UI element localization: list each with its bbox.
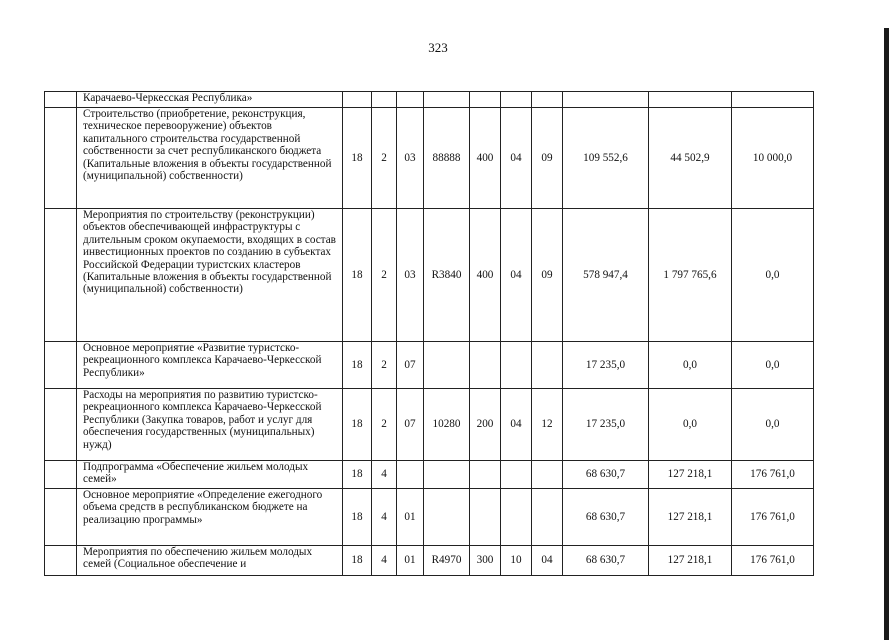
cell-subsection: 09 [532,209,563,342]
cell-expense-type [470,461,501,489]
cell-item-name: Расходы на мероприятия по развитию туристско-рекреационного комплекса Карачаево-Черкесской Республики (Закупка товаров, работ и услуг для обеспечения государственных (муниципальных) нужд) [77,389,343,461]
cell-subprogram-code: 07 [397,342,424,389]
cell-amount-3: 0,0 [732,389,814,461]
cell-subsection: 04 [532,546,563,576]
cell-section: 04 [501,209,532,342]
cell-blank [45,108,77,209]
page-number: 323 [428,40,448,55]
cell-amount-3: 10 000,0 [732,108,814,209]
cell-amount-3: 176 761,0 [732,546,814,576]
cell-direction-code: 10280 [424,389,470,461]
table-body [45,92,814,576]
cell-admin-code: 18 [343,546,372,576]
cell-expense-type: 300 [470,546,501,576]
cell-program-code: 4 [372,461,397,489]
cell-program-code: 2 [372,342,397,389]
cell-blank [45,489,77,546]
table-row [45,461,814,489]
cell-item-name: Основное мероприятие «Определение ежегодного объема средств в республиканском бюджете на реализацию программы» [77,489,343,546]
table-row [45,389,814,461]
cell-amount-1: 109 552,6 [563,108,649,209]
cell-section [501,461,532,489]
cell-section [501,489,532,546]
cell-subsection [532,489,563,546]
cell-direction-code [424,92,470,108]
cell-program-code: 4 [372,489,397,546]
cell-direction-code: 88888 [424,108,470,209]
cell-subprogram-code: 03 [397,108,424,209]
cell-expense-type: 200 [470,389,501,461]
cell-admin-code: 18 [343,489,372,546]
cell-amount-1 [563,92,649,108]
cell-subprogram-code [397,461,424,489]
cell-item-name: Карачаево-Черкесская Республика» [77,92,343,108]
cell-section [501,342,532,389]
cell-expense-type [470,92,501,108]
cell-amount-3: 176 761,0 [732,461,814,489]
cell-subsection [532,342,563,389]
cell-amount-1: 578 947,4 [563,209,649,342]
cell-amount-2: 1 797 765,6 [649,209,732,342]
cell-direction-code: R4970 [424,546,470,576]
cell-program-code: 4 [372,546,397,576]
cell-subsection: 12 [532,389,563,461]
cell-admin-code: 18 [343,342,372,389]
cell-amount-3: 176 761,0 [732,489,814,546]
table-row [45,342,814,389]
cell-direction-code [424,461,470,489]
cell-expense-type: 400 [470,108,501,209]
cell-amount-2: 127 218,1 [649,489,732,546]
cell-item-name: Мероприятия по обеспечению жильем молодых семей (Социальное обеспечение и [77,546,343,576]
cell-amount-1: 68 630,7 [563,546,649,576]
cell-item-name: Подпрограмма «Обеспечение жильем молодых семей» [77,461,343,489]
cell-amount-3 [732,92,814,108]
scan-edge-bar [884,28,889,640]
cell-admin-code: 18 [343,461,372,489]
cell-amount-2: 0,0 [649,389,732,461]
cell-subprogram-code: 03 [397,209,424,342]
cell-blank [45,461,77,489]
cell-amount-3: 0,0 [732,342,814,389]
cell-direction-code [424,342,470,389]
cell-subprogram-code [397,92,424,108]
cell-amount-1: 17 235,0 [563,389,649,461]
cell-blank [45,546,77,576]
cell-section: 10 [501,546,532,576]
cell-section: 04 [501,389,532,461]
cell-item-name: Строительство (приобретение, реконструкция, техническое перевооружение) объектов капитального строительства государственной собственности за счет республиканского бюджета (Капитальные вложения в объекты государственной (муниципальной) собственности) [77,108,343,209]
cell-item-name: Основное мероприятие «Развитие туристско-рекреационного комплекса Карачаево-Черкесской Республики» [77,342,343,389]
cell-direction-code: R3840 [424,209,470,342]
cell-amount-2: 127 218,1 [649,461,732,489]
cell-blank [45,342,77,389]
table-row [45,92,814,108]
cell-blank [45,209,77,342]
cell-program-code: 2 [372,389,397,461]
cell-subprogram-code: 01 [397,546,424,576]
table-row [45,108,814,209]
cell-blank [45,92,77,108]
cell-amount-2: 44 502,9 [649,108,732,209]
cell-section: 04 [501,108,532,209]
table-row [45,489,814,546]
cell-amount-1: 17 235,0 [563,342,649,389]
cell-expense-type [470,489,501,546]
cell-subprogram-code: 01 [397,489,424,546]
cell-admin-code [343,92,372,108]
cell-subsection [532,461,563,489]
cell-amount-2: 127 218,1 [649,546,732,576]
table-row [45,209,814,342]
cell-subsection: 09 [532,108,563,209]
table-row [45,546,814,576]
cell-expense-type [470,342,501,389]
cell-admin-code: 18 [343,108,372,209]
cell-expense-type: 400 [470,209,501,342]
cell-amount-3: 0,0 [732,209,814,342]
cell-section [501,92,532,108]
budget-table [44,91,814,576]
cell-admin-code: 18 [343,209,372,342]
cell-program-code: 2 [372,209,397,342]
cell-amount-2 [649,92,732,108]
cell-item-name: Мероприятия по строительству (реконструкции) объектов обеспечивающей инфраструктуры с длительным сроком окупаемости, входящих в состав инвестиционных проектов по созданию в субъектах Российской Федерации туристских кластеров (Капитальные вложения в объекты государственной (муниципальной) собственности) [77,209,343,342]
cell-subprogram-code: 07 [397,389,424,461]
cell-subsection [532,92,563,108]
cell-program-code [372,92,397,108]
cell-amount-1: 68 630,7 [563,489,649,546]
cell-amount-2: 0,0 [649,342,732,389]
cell-admin-code: 18 [343,389,372,461]
cell-blank [45,389,77,461]
cell-program-code: 2 [372,108,397,209]
cell-direction-code [424,489,470,546]
cell-amount-1: 68 630,7 [563,461,649,489]
